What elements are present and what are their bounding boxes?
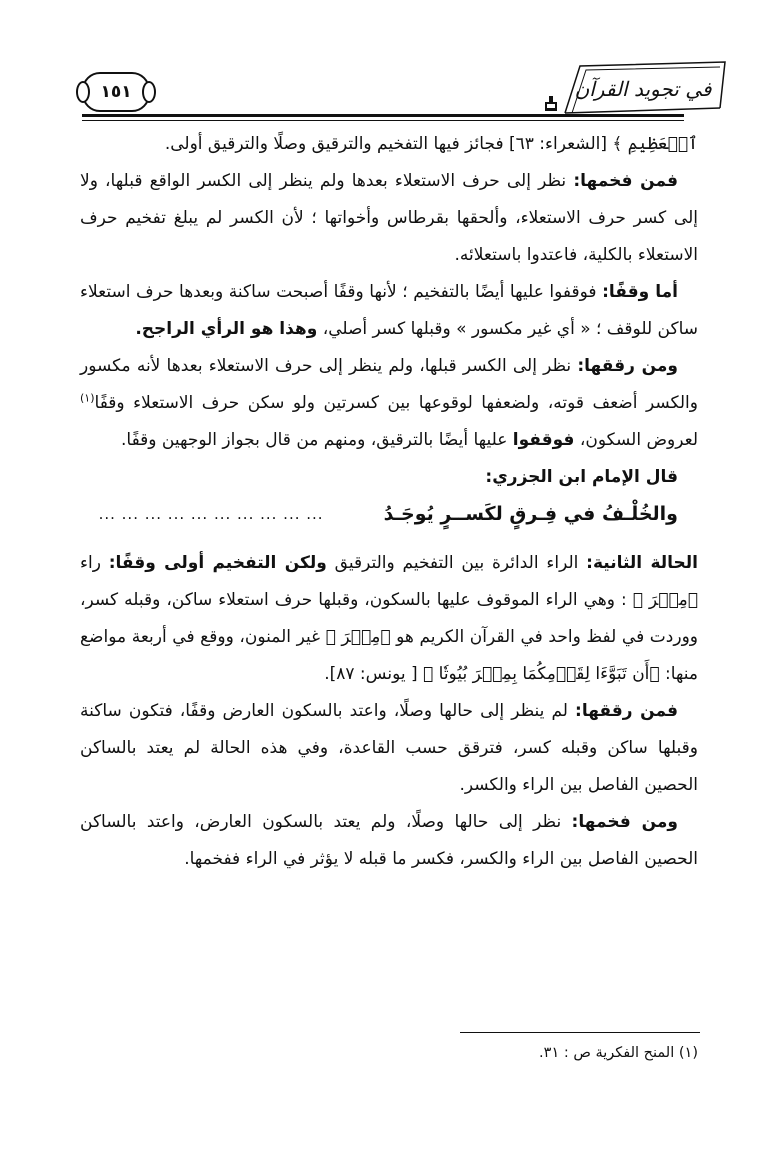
bold-term: ومن رققها: [577,356,678,376]
page-header [0,0,782,130]
bold-term: ولكن التفخيم أولى وقفًا: [108,553,327,573]
paragraph [80,348,698,459]
quran-quote: ﴿أَن تَبَوَّءَا لِقَوۡمِكُمَا بِمِصۡرَ بُيُوتٗا ﴾ [423,664,660,684]
bold-term: ومن فخمها: [571,812,678,832]
poem-first-hemistich: والخُلْـفُ في فِـرقٍ لكَســرٍ يُوجَـدُ [383,503,678,525]
paragraph [80,804,698,878]
header-rule [82,114,684,117]
paragraph [80,545,698,693]
bold-term: فمن رققها: [575,701,678,721]
paragraph-group-2 [80,545,698,878]
header-rule-thin [82,120,684,121]
footnote-ref[interactable]: (١) [80,391,95,405]
bold-term: أما وقفًا: [602,282,678,302]
text-run: غير المنون، ووقع في أربعة مواضع منها: [80,627,698,684]
text-run: راء [80,553,109,573]
book-title: في تجويد القرآن [574,77,712,101]
text-run: [الشعراء: ٦٣] فجائز فيها التفخيم والترقيق وصلًا والترقيق أولى. [164,134,613,154]
paragraph [80,163,698,274]
text-run: نظر إلى حالها وصلًا، ولم يعتد بالسكون العارض، واعتد بالساكن الحصين الفاصل بين الراء والكسر، فكسر ما قبله لا يؤثر في الراء ففخمها. [80,812,698,869]
bold-term: الحالة الثانية: [586,553,698,573]
text-run: نظر إلى حرف الاستعلاء بعدها ولم ينظر إلى الكسر الواقع قبلها، ولا إلى كسر حرف الاستعلاء، وألحقها بقرطاس وأخواتها ؛ لأن الكسر لم يبلغ تفخيم حرف الاستعلاء بالكلية، فاعتدوا باستعلائه. [80,171,698,265]
body-text [80,126,698,878]
paragraph [80,693,698,804]
paragraph-group-1 [80,126,698,459]
text-run: الراء الدائرة بين التفخيم والترقيق [326,553,587,573]
lamp-icon [542,94,560,112]
paragraph [80,274,698,348]
page-number: ١٥١ [82,72,150,112]
text-run: فوقفوا عليها أيضًا بالتفخيم ؛ لأنها وقفًا أصبحت ساكنة وبعدها حرف استعلاء ساكن للوقف ؛ « أي غير مكسور » وقبلها كسر أصلي، [80,282,698,339]
footnote: (١) المنح الفكرية ص : ٣١. [539,1045,698,1061]
quran-quote: ﴿مِصۡرَ ﴾ [325,627,391,647]
text-run: : وهي الراء الموقوف عليها بالسكون، وقبلها حرف استعلاء ساكن، وقبله كسر، ووردت في لفظ واحد في القرآن الكريم هو [80,590,699,647]
text-run: عليها أيضًا بالترقيق، ومنهم من قال بجواز الوجهين وقفًا. [121,430,513,450]
poem-verse [80,496,698,533]
poem-second-hemistich: ... ... ... ... ... ... ... ... ... ... [98,505,324,523]
quran-quote: ﴿مِصۡرَ ﴾ [632,590,698,610]
paragraph [80,126,698,163]
bold-term: وهذا هو الرأي الراجح. [135,319,318,339]
poem-title: قال الإمام ابن الجزري: [485,467,678,487]
quran-quote: ٱلۡعَظِيمِ ﴾ [612,134,698,154]
footnote-rule [460,1032,700,1033]
text-run: نظر إلى الكسر قبلها، ولم ينظر إلى حرف الاستعلاء بعدها لأنه مكسور والكسر أضعف قوته، ولضعفها لوقوعها بين كسرتين ولو سكن حرف الاستعلاء وقفًا [80,356,698,413]
bold-term: فوقفوا [512,430,575,450]
text-run: لم ينظر إلى حالها وصلًا، واعتد بالسكون العارض وقفًا، فتكون ساكنة وقبلها ساكن وقبله كسر، فترقق حسب القاعدة، وفي هذه الحالة لم يعتد بالساكن الحصين الفاصل بين الراء والكسر. [80,701,698,795]
text-run: لعروض السكون، [574,430,698,450]
text-run: [ يونس: ٨٧]. [324,664,424,684]
bold-term: فمن فخمها: [573,171,678,191]
